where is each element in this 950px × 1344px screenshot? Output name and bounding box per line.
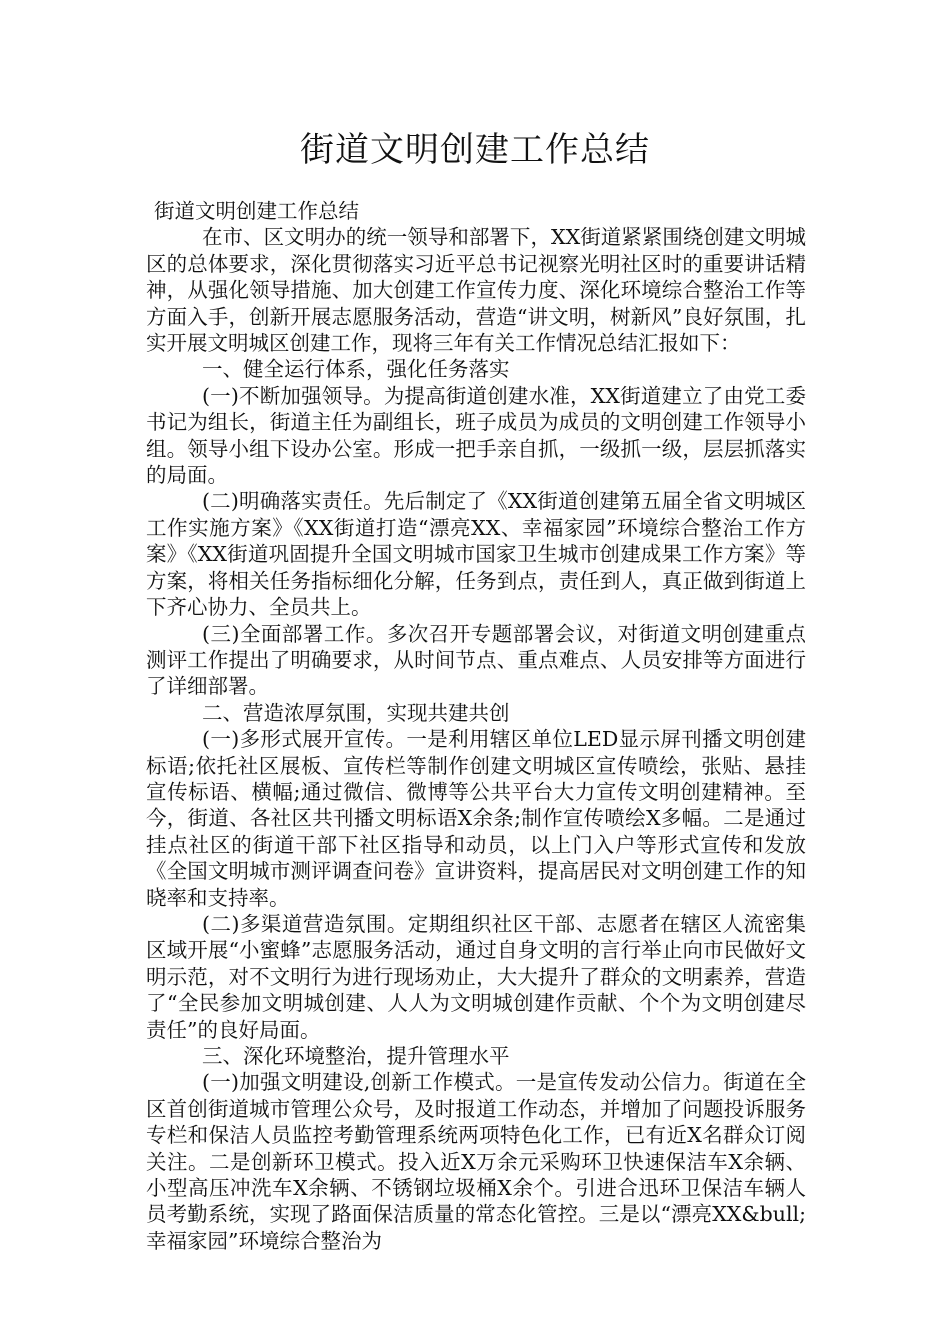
paragraph-3-1: (一)加强文明建设,创新工作模式。一是宣传发动公信力。街道在全区首创街道城市管理公众号，及时报道工作动态，并增加了问题投诉服务专栏和保洁人员监控考勤管理系统两项特色化工作，已有近X名群众订阅关注。二是创新环卫模式。投入近X万余元采购环卫快速保洁车X余辆、小型高压冲洗车X余辆、不锈钢垃圾桶X余个。引进合迅环卫保洁车辆人员考勤系统，实现了路面保洁质量的常态化管控。三是以“漂亮XX&bull;幸福家园”环境综合整治为 — [146, 1070, 806, 1253]
section-heading-3: 三、深化环境整治，提升管理水平 — [202, 1044, 510, 1068]
document-subtitle: 街道文明创建工作总结 — [154, 199, 359, 223]
paragraph-1-3: (三)全面部署工作。多次召开专题部署会议，对街道文明创建重点测评工作提出了明确要求，从时间节点、重点难点、人员安排等方面进行了详细部署。 — [146, 621, 806, 699]
intro-paragraph: 在市、区文明办的统一领导和部署下，XX街道紧紧围绕创建文明城区的总体要求，深化贯彻落实习近平总书记视察光明社区时的重要讲话精神，从强化领导措施、加大创建工作宣传力度、深化环境综合整治工作等方面入手，创新开展志愿服务活动，营造“讲文明，树新风”良好氛围，扎实开展文明城区创建工作，现将三年有关工作情况总结汇报如下： — [146, 225, 806, 356]
paragraph-2-1: (一)多形式展开宣传。一是利用辖区单位LED显示屏刊播文明创建标语;依托社区展板、宣传栏等制作创建文明城区宣传喷绘，张贴、悬挂宣传标语、横幅;通过微信、微博等公共平台大力宣传文明创建精神。至今，街道、各社区共刊播文明标语X余条;制作宣传喷绘X多幅。二是通过挂点社区的街道干部下社区指导和动员，以上门入户等形式宣传和发放《全国文明城市测评调查问卷》宣讲资料，提高居民对文明创建工作的知晓率和支持率。 — [146, 727, 806, 910]
paragraph-2-2: (二)多渠道营造氛围。定期组织社区干部、志愿者在辖区人流密集区域开展“小蜜蜂”志愿服务活动，通过自身文明的言行举止向市民做好文明示范，对不文明行为进行现场劝止，大大提升了群众的文明素养，营造了“全民参加文明城创建、人人为文明城创建作贡献、个个为文明创建尽责任”的良好局面。 — [146, 911, 806, 1042]
document-body — [146, 198, 806, 1254]
document-title: 街道文明创建工作总结 — [300, 130, 650, 170]
paragraph-1-1: (一)不断加强领导。为提高街道创建水准，XX街道建立了由党工委书记为组长，街道主任为副组长，班子成员为成员的文明创建工作领导小组。领导小组下设办公室。形成一把手亲自抓，一级抓一级，层层抓落实的局面。 — [146, 383, 806, 488]
section-heading-1: 一、健全运行体系，强化任务落实 — [202, 357, 510, 382]
section-heading-2: 二、营造浓厚氛围，实现共建共创 — [202, 700, 510, 725]
paragraph-1-2: (二)明确落实责任。先后制定了《XX街道创建第五届全省文明城区工作实施方案》《XX街道打造“漂亮XX、幸福家园”环境综合整治工作方案》《XX街道巩固提升全国文明城市国家卫生城市创建成果工作方案》等方案，将相关任务指标细化分解，任务到点，责任到人，真正做到街道上下齐心协力、全员共上。 — [146, 489, 806, 620]
